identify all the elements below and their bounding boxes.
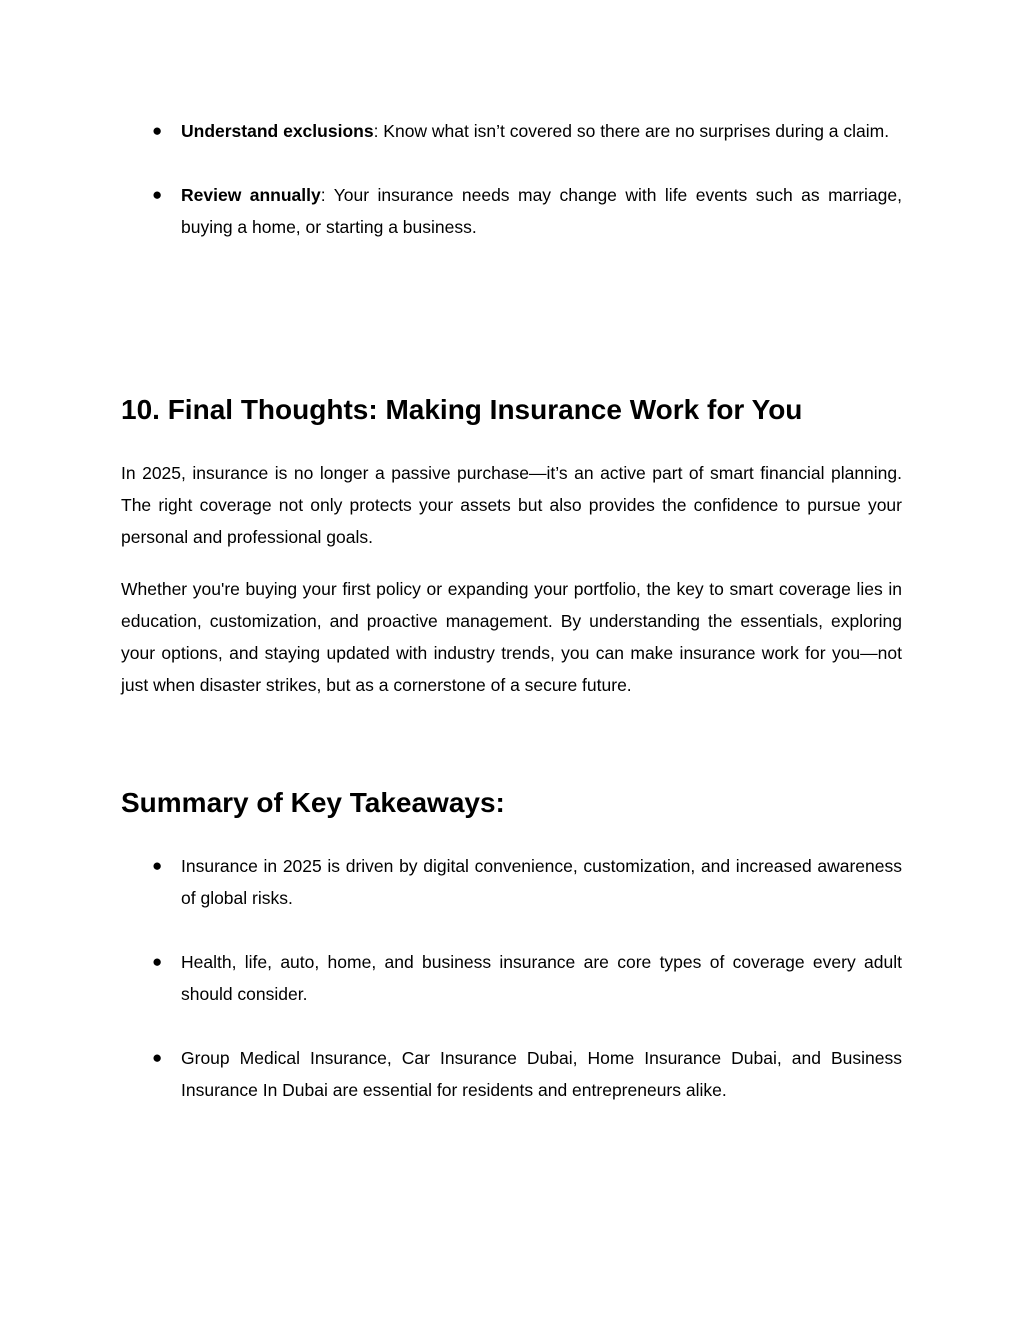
list-item-term: Understand exclusions [181,121,374,141]
paragraph: In 2025, insurance is no longer a passive purchase—it’s an active part of smart financial planning. The right coverage not only protects your assets but also provides the confidence to pursue your personal and professional goals. [121,463,902,547]
paragraph: Whether you're buying your first policy or expanding your portfolio, the key to smart coverage lies in education, customization, and proactive management. By understanding the essentials, exploring your options, and staying updated with industry trends, you can make insurance work for you—not just when disaster strikes, but as a cornerstone of a secure future. [121,579,902,695]
list-item-text: Health, life, auto, home, and business insurance are core types of coverage every adult should consider. [181,952,902,1004]
list-item-text: : Your insurance needs may change with life events such as marriage, buying a home, or starting a business. [181,185,902,237]
list-item [121,115,902,147]
summary-list [121,850,902,1106]
bullet-icon: ● [152,121,163,140]
bullet-icon: ● [152,1048,163,1067]
bullet-icon: ● [152,952,163,971]
section-heading-final-thoughts: 10. Final Thoughts: Making Insurance Work for You [121,394,803,425]
list-item [121,850,902,914]
list-item [121,1042,902,1106]
list-item-term: Review annually [181,185,321,205]
bullet-icon: ● [152,856,163,875]
section-heading-summary: Summary of Key Takeaways: [121,787,505,818]
tips-list [121,115,902,243]
list-item [121,179,902,243]
list-item [121,946,902,1010]
bullet-icon: ● [152,185,163,204]
final-thoughts-body [121,457,902,701]
list-item-text: : Know what isn’t covered so there are no surprises during a claim. [373,121,890,141]
list-item-text: Group Medical Insurance, Car Insurance Dubai, Home Insurance Dubai, and Business Insurance In Dubai are essential for residents and entrepreneurs alike. [181,1048,902,1100]
list-item-text: Insurance in 2025 is driven by digital convenience, customization, and increased awareness of global risks. [181,856,902,908]
